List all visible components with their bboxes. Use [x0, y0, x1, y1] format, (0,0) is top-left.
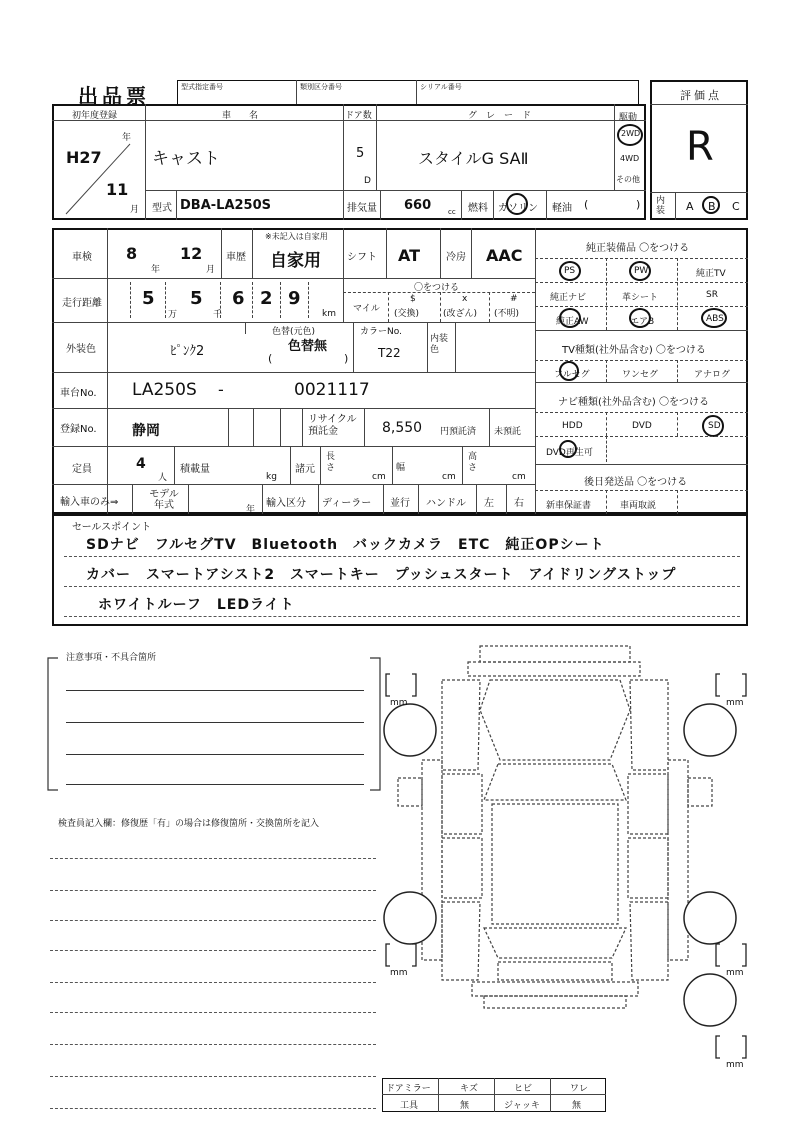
height-unit: cm [512, 472, 526, 482]
tv-analog: アナログ [694, 370, 731, 380]
shaken-month: 12 [180, 244, 203, 263]
header-codes-box [177, 80, 639, 106]
capacity-unit: 人 [158, 473, 168, 483]
tv-fullseg-circle [559, 361, 579, 381]
doors-label: ドア数 [345, 111, 372, 121]
shift-label: シフト [347, 252, 377, 263]
sales-label: セールスポイント [72, 522, 152, 533]
first-reg-month: 11 [106, 180, 129, 199]
model-label: 型式 [152, 203, 172, 214]
recycle-value: 8,550 [382, 420, 423, 436]
exterior-color: ﾋﾟﾝｸ2 [170, 344, 205, 359]
length-label: 長さ [326, 452, 336, 473]
model-spec-label: 型式指定番号 [181, 83, 223, 91]
color-no-label: カラーNo. [360, 327, 402, 337]
bottom-h4: ワレ [570, 1084, 589, 1094]
equip-pw: PW [634, 266, 649, 276]
chassis-label: 車台No. [60, 388, 97, 399]
equip-abs: ABS [706, 314, 724, 324]
ac-label: 冷房 [446, 252, 466, 263]
repaint-label: 色替(元色) [272, 327, 316, 337]
mileage-digit-3: 6 [232, 288, 245, 309]
color-no-value: T22 [378, 346, 401, 360]
navi-header: ナビ種類(社外品含む) 〇をつける [558, 397, 709, 408]
equip-airbag-circle [629, 308, 651, 328]
equip-sr: SR [706, 290, 718, 300]
tv-header: TV種類(社外品含む) 〇をつける [562, 345, 706, 356]
recycle-label: リサイクル預託金 [308, 414, 357, 437]
equip-airbag: エアB [630, 317, 655, 327]
shaken-year: 8 [126, 244, 138, 263]
fuel-paren-close: ) [636, 198, 641, 211]
equip-abs-circle [701, 308, 727, 328]
fuel-paren-open: ( [584, 198, 589, 211]
length-unit: cm [372, 472, 386, 482]
page-title: 出品票 [78, 84, 150, 108]
notes-label: 注意事項・不具合箇所 [66, 653, 157, 663]
navi-sd: SD [708, 421, 721, 431]
model-year-unit: 年 [246, 505, 256, 515]
fuel-gas-circle [506, 193, 528, 215]
repaint-paren-close: ) [344, 352, 349, 365]
handle-label: ハンドル [426, 498, 466, 509]
wheel-fr-mm: mm [726, 698, 744, 708]
later-manual: 車両取説 [620, 501, 657, 511]
handle-left: 左 [484, 498, 494, 509]
dims-label: 諸元 [295, 464, 315, 475]
doors-value: 5 [356, 146, 365, 161]
repaint-value: 色替無 [288, 339, 328, 354]
displacement-label: 排気量 [347, 203, 377, 214]
history-value: 自家用 [270, 251, 321, 271]
mileage-exchange-sym: $ [410, 294, 416, 304]
model-year-label: モデル年式 [149, 489, 179, 511]
mileage-man-unit: 万 [168, 310, 178, 320]
score-label: 評価点 [680, 89, 722, 102]
handle-right: 右 [514, 498, 524, 509]
mileage-sen-unit: 千 [213, 310, 223, 320]
equip-ps-circle [559, 261, 581, 281]
history-label: 車歴 [226, 252, 246, 263]
sales-line-2: カバー スマートアシスト2 スマートキー プッシュスタート アイドリングストップ [86, 567, 677, 583]
wheel-fl-mm: mm [390, 698, 408, 708]
shift-value: AT [398, 246, 421, 265]
chassis-number: 0021117 [294, 380, 370, 400]
mileage-digit-5: 9 [288, 288, 301, 309]
fuel-label: 燃料 [468, 203, 488, 214]
displacement-unit: cc [448, 208, 456, 216]
score-value: R [686, 124, 714, 170]
mileage-digit-1: 5 [142, 288, 155, 309]
chassis-dash: - [218, 380, 224, 399]
doors-suffix: D [364, 176, 371, 186]
equip-leather: 革シート [622, 293, 659, 303]
bottom-r1: 工具 [400, 1101, 419, 1111]
mileage-unknown-sym: # [510, 294, 518, 304]
history-note: ※未記入は自家用 [265, 232, 328, 241]
load-unit: kg [266, 472, 277, 482]
interior-b: B [708, 200, 716, 213]
navi-dvd: DVD [632, 421, 652, 431]
tv-fullseg: フルセグ [554, 370, 590, 380]
navi-dvd-play: DVD再生可 [546, 448, 593, 458]
mileage-label: 走行距離 [62, 298, 102, 309]
drive-4wd: 4WD [620, 154, 640, 163]
mileage-tampered-text: (改ざん) [443, 309, 478, 319]
navi-hdd: HDD [562, 421, 583, 431]
first-reg-month-unit: 月 [130, 205, 140, 215]
mileage-digit-4: 2 [260, 288, 273, 309]
fuel-diesel: 軽油 [552, 203, 572, 214]
tv-oneseg: ワンセグ [622, 370, 659, 380]
car-name: キャスト [152, 149, 220, 169]
serial-label: シリアル番号 [420, 83, 462, 91]
wheel-rr-mm: mm [726, 968, 744, 978]
load-label: 積載量 [180, 464, 210, 475]
reg-no-value: 静岡 [132, 423, 160, 439]
ac-value: AAC [486, 246, 523, 265]
interior-b-circle [702, 196, 720, 214]
interior-color-label: 内装色 [430, 334, 449, 355]
wheel-spare-mm: mm [726, 1060, 744, 1070]
first-reg-year-unit: 年 [122, 133, 132, 143]
import-type-label: 輸入区分 [266, 498, 306, 509]
navi-sd-circle [702, 415, 724, 437]
recycle-unpaid: 未預託 [494, 427, 522, 437]
navi-dvd-play-circle [559, 440, 577, 458]
inspector-label: 検査員記入欄：修復歴「有」の場合は修復箇所・交換箇所を記入 [58, 819, 320, 829]
shaken-month-unit: 月 [206, 265, 216, 275]
equip-navi: 純正ナビ [550, 293, 587, 303]
interior-label: 内装 [656, 196, 666, 216]
later-header: 後日発送品 〇をつける [584, 477, 688, 488]
first-reg-year: H27 [66, 148, 102, 167]
later-warranty: 新車保証書 [546, 501, 592, 511]
equip-tv: 純正TV [696, 269, 726, 279]
interior-c: C [732, 200, 740, 213]
chassis-prefix: LA250S [132, 380, 197, 400]
car-name-label: 車 名 [222, 111, 259, 121]
mileage-unknown-text: (不明) [494, 309, 520, 319]
width-unit: cm [442, 472, 456, 482]
height-label: 高さ [468, 452, 478, 473]
bottom-h1: ドアミラー [386, 1084, 431, 1094]
mileage-exchange-text: (交換) [394, 309, 420, 319]
mileage-mile: マイル [353, 304, 380, 314]
bottom-r3: ジャッキ [504, 1101, 540, 1111]
mileage-mark-header: 〇をつける [414, 283, 460, 293]
exterior-label: 外装色 [66, 344, 96, 355]
width-label: 幅 [396, 463, 406, 473]
fuel-gas: ガソリン [498, 203, 538, 214]
equip-ps: PS [564, 266, 576, 276]
equip-pw-circle [629, 261, 651, 281]
first-reg-label: 初年度登録 [72, 111, 118, 121]
category-label: 類別区分番号 [300, 83, 342, 91]
bottom-r2: 無 [460, 1101, 470, 1111]
bottom-r4: 無 [572, 1101, 582, 1111]
reg-no-label: 登録No. [60, 424, 97, 435]
import-parallel: 並行 [390, 498, 410, 509]
drive-label: 駆動 [619, 113, 638, 123]
recycle-paid: 円預託済 [440, 427, 477, 437]
shaken-year-unit: 年 [151, 265, 161, 275]
first-reg-slash [60, 140, 138, 218]
wheel-rl-mm: mm [390, 968, 408, 978]
capacity-label: 定員 [72, 464, 92, 475]
shaken-label: 車検 [72, 252, 92, 263]
repaint-paren-open: ( [268, 352, 273, 365]
capacity-value: 4 [136, 456, 146, 472]
equipment-header: 純正装備品 〇をつける [586, 243, 690, 254]
model-code: DBA-LA250S [180, 198, 271, 213]
grade-value: スタイルG SAⅡ [418, 149, 529, 168]
grade-label: グ レ ー ド [468, 111, 532, 121]
sales-line-3: ホワイトルーフ LEDライト [98, 597, 295, 613]
wheels [380, 640, 760, 1080]
drive-other: その他 [616, 175, 640, 184]
displacement-value: 660 [404, 198, 432, 213]
import-label: 輸入車のみ⇒ [60, 497, 119, 508]
equip-aw: 純正AW [556, 317, 589, 327]
bottom-h2: キズ [460, 1084, 478, 1094]
bottom-h3: ヒビ [514, 1084, 533, 1094]
sales-line-1: SDナビ フルセグTV Bluetooth バックカメラ ETC 純正OPシート [86, 537, 605, 553]
equip-aw-circle [559, 308, 581, 328]
import-dealer: ディーラー [322, 498, 372, 509]
drive-2wd: 2WD [621, 129, 641, 138]
mileage-tampered-sym: x [462, 294, 468, 304]
mileage-km-unit: km [322, 309, 336, 319]
notes-bracket [44, 656, 384, 794]
mileage-digit-2: 5 [190, 288, 203, 309]
interior-a: A [686, 200, 694, 213]
